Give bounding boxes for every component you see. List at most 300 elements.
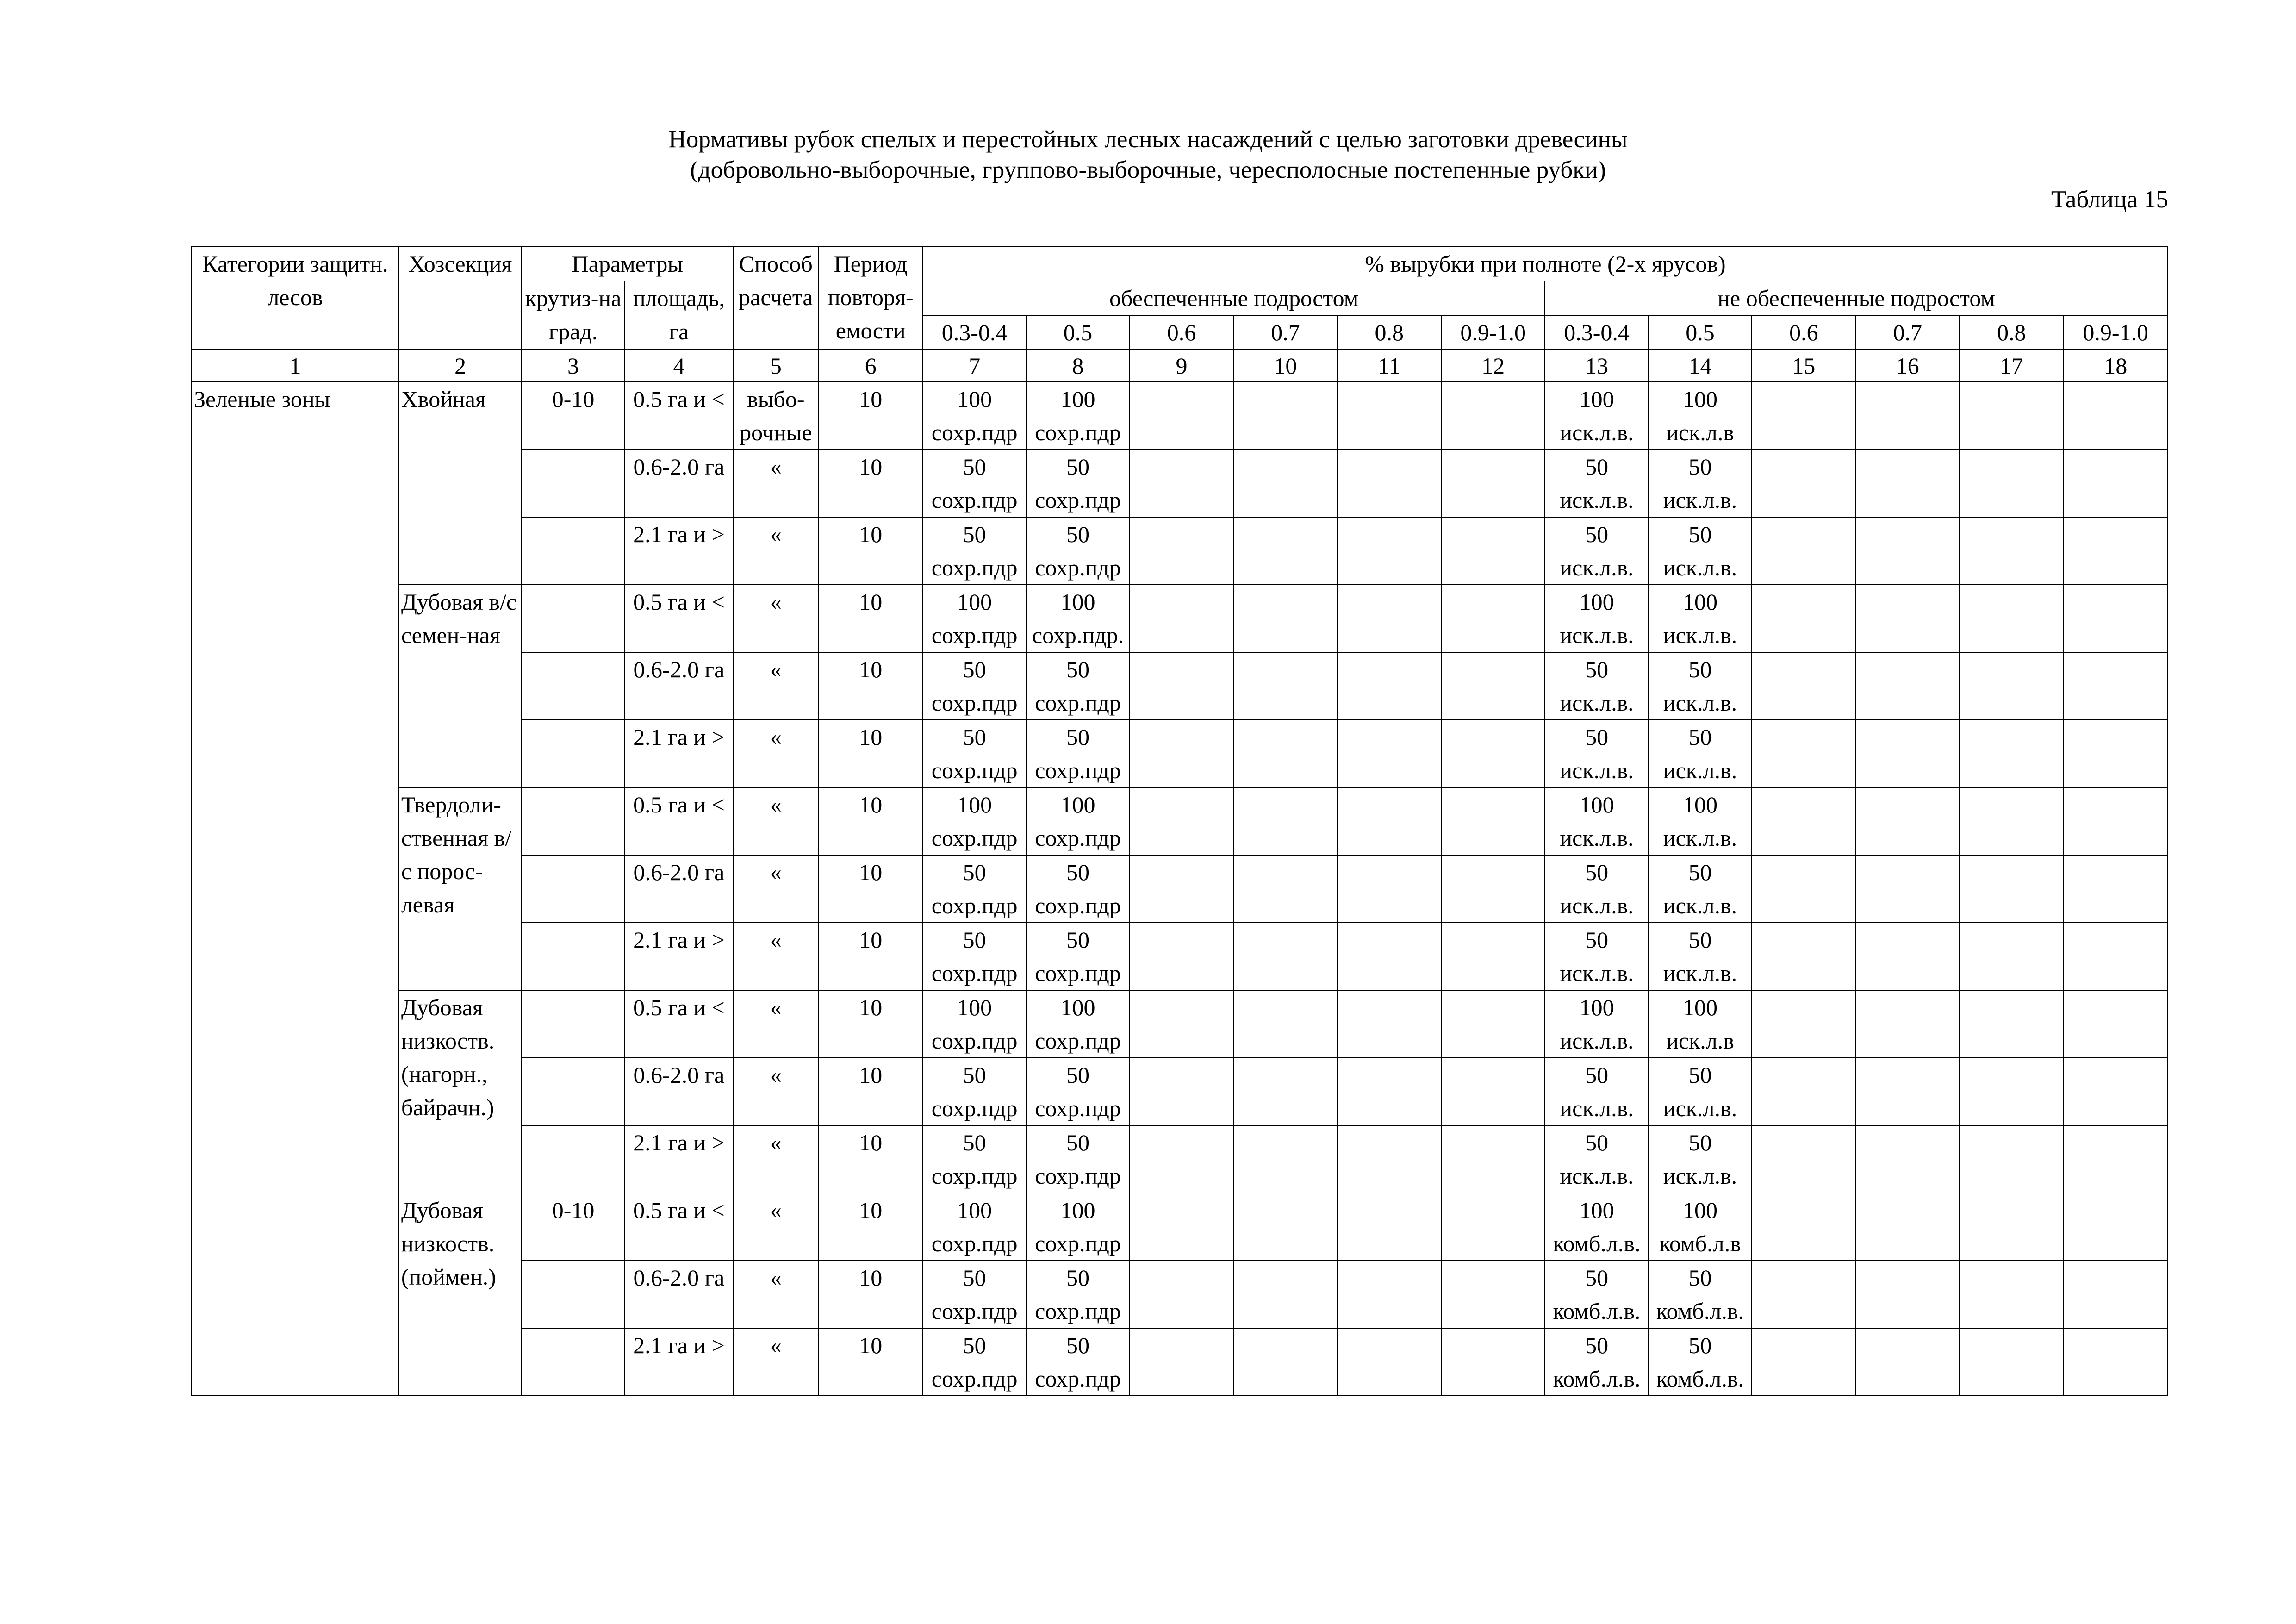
cell-col14 xyxy=(1649,990,1752,1058)
empty-cell xyxy=(1338,1328,1441,1396)
empty-cell xyxy=(1960,1261,2063,1328)
method-note: иск.л.в. xyxy=(1663,893,1737,918)
cell-col13 xyxy=(1545,382,1648,450)
method-note: комб.л.в. xyxy=(1656,1298,1744,1324)
area-cell: 0.5 га и < xyxy=(625,1193,733,1261)
slope-cell xyxy=(522,1328,624,1396)
empty-cell xyxy=(2063,517,2168,585)
empty-cell xyxy=(1960,652,2063,720)
percent-value: 50 xyxy=(1585,927,1609,953)
header-density-12: 0.9-1.0 xyxy=(2063,315,2168,350)
method-cell: « xyxy=(733,720,818,787)
percent-value: 50 xyxy=(1066,927,1090,953)
method-note: сохр.пдр xyxy=(931,1028,1018,1054)
cell-col14 xyxy=(1649,1125,1752,1193)
column-number: 8 xyxy=(1026,350,1129,382)
table-row xyxy=(192,990,2168,1058)
cell-col7 xyxy=(923,517,1026,585)
empty-cell xyxy=(1441,1193,1545,1261)
cell-col8 xyxy=(1026,720,1129,787)
percent-value: 50 xyxy=(1585,454,1609,480)
empty-cell xyxy=(1856,720,1960,787)
table-row xyxy=(192,585,2168,652)
method-note: комб.л.в. xyxy=(1553,1230,1641,1256)
header-density-4: 0.7 xyxy=(1233,315,1337,350)
period-cell: 10 xyxy=(819,1328,923,1396)
method-note: комб.л.в xyxy=(1659,1230,1741,1256)
cell-col8 xyxy=(1026,923,1129,990)
cell-col7 xyxy=(923,382,1026,450)
period-cell: 10 xyxy=(819,1058,923,1125)
percent-value: 100 xyxy=(1060,386,1095,412)
section-cell: Хвойная xyxy=(399,382,522,585)
method-note: сохр.пдр. xyxy=(1032,622,1124,648)
cell-col8 xyxy=(1026,1058,1129,1125)
percent-value: 50 xyxy=(1585,1130,1609,1156)
slope-cell xyxy=(522,990,624,1058)
empty-cell xyxy=(1338,923,1441,990)
column-number: 5 xyxy=(733,350,818,382)
area-cell: 0.5 га и < xyxy=(625,990,733,1058)
empty-cell xyxy=(1233,517,1337,585)
cell-col13 xyxy=(1545,923,1648,990)
slope-cell xyxy=(522,720,624,787)
slope-cell: 0-10 xyxy=(522,1193,624,1261)
period-cell: 10 xyxy=(819,720,923,787)
percent-value: 100 xyxy=(957,386,992,412)
percent-value: 100 xyxy=(1060,1197,1095,1223)
empty-cell xyxy=(1441,382,1545,450)
cell-col14 xyxy=(1649,585,1752,652)
empty-cell xyxy=(1856,1058,1960,1125)
method-note: иск.л.в. xyxy=(1663,555,1737,581)
empty-cell xyxy=(1233,720,1337,787)
cell-col13 xyxy=(1545,1125,1648,1193)
cell-col13 xyxy=(1545,1328,1648,1396)
percent-value: 50 xyxy=(963,927,986,953)
empty-cell xyxy=(1233,1125,1337,1193)
method-note: иск.л.в. xyxy=(1663,622,1737,648)
header-params: Параметры xyxy=(522,247,733,281)
empty-cell xyxy=(1441,1125,1545,1193)
empty-cell xyxy=(1233,450,1337,517)
slope-cell xyxy=(522,1261,624,1328)
percent-value: 100 xyxy=(1682,386,1717,412)
method-note: сохр.пдр xyxy=(931,555,1018,581)
empty-cell xyxy=(1233,1058,1337,1125)
method-note: сохр.пдр xyxy=(931,1163,1018,1189)
area-cell: 0.6-2.0 га xyxy=(625,652,733,720)
cell-col14 xyxy=(1649,382,1752,450)
percent-value: 50 xyxy=(1688,927,1712,953)
cell-col8 xyxy=(1026,517,1129,585)
cell-col7 xyxy=(923,720,1026,787)
slope-cell xyxy=(522,517,624,585)
empty-cell xyxy=(1130,1058,1233,1125)
empty-cell xyxy=(1752,1058,1855,1125)
area-cell: 0.5 га и < xyxy=(625,585,733,652)
percent-value: 100 xyxy=(957,1197,992,1223)
method-note: комб.л.в. xyxy=(1656,1366,1744,1392)
method-cell: « xyxy=(733,450,818,517)
percent-value: 50 xyxy=(1688,859,1712,885)
percent-value: 100 xyxy=(1682,1197,1717,1223)
cell-col13 xyxy=(1545,517,1648,585)
area-cell: 0.5 га и < xyxy=(625,382,733,450)
cell-col7 xyxy=(923,1058,1026,1125)
empty-cell xyxy=(1441,1058,1545,1125)
cell-col14 xyxy=(1649,1328,1752,1396)
empty-cell xyxy=(2063,923,2168,990)
method-note: сохр.пдр xyxy=(1035,757,1121,783)
empty-cell xyxy=(2063,787,2168,855)
percent-value: 100 xyxy=(1682,589,1717,615)
period-cell: 10 xyxy=(819,382,923,450)
empty-cell xyxy=(1752,855,1855,923)
empty-cell xyxy=(1856,652,1960,720)
empty-cell xyxy=(1960,1125,2063,1193)
percent-value: 50 xyxy=(963,724,986,750)
empty-cell xyxy=(1233,855,1337,923)
column-number: 1 xyxy=(192,350,399,382)
method-cell: « xyxy=(733,1261,818,1328)
period-cell: 10 xyxy=(819,855,923,923)
column-number: 4 xyxy=(625,350,733,382)
percent-value: 50 xyxy=(963,656,986,682)
empty-cell xyxy=(1960,1328,2063,1396)
empty-cell xyxy=(1960,855,2063,923)
cell-col7 xyxy=(923,787,1026,855)
method-cell: « xyxy=(733,517,818,585)
method-note: сохр.пдр xyxy=(1035,690,1121,716)
method-note: сохр.пдр xyxy=(1035,960,1121,986)
empty-cell xyxy=(1130,1328,1233,1396)
cell-col8 xyxy=(1026,382,1129,450)
cell-col7 xyxy=(923,1261,1026,1328)
table-row xyxy=(192,1193,2168,1261)
period-cell: 10 xyxy=(819,450,923,517)
empty-cell xyxy=(1752,450,1855,517)
percent-value: 50 xyxy=(1688,724,1712,750)
empty-cell xyxy=(1233,1328,1337,1396)
cell-col14 xyxy=(1649,720,1752,787)
percent-value: 50 xyxy=(1585,1062,1609,1088)
cell-col13 xyxy=(1545,450,1648,517)
percent-value: 50 xyxy=(1688,1265,1712,1291)
method-cell: « xyxy=(733,787,818,855)
table-number: Таблица 15 xyxy=(2051,186,2168,213)
empty-cell xyxy=(1856,1125,1960,1193)
header-cut-percent: % вырубки при полноте (2-х ярусов) xyxy=(923,247,2168,281)
empty-cell xyxy=(1130,855,1233,923)
header-area: площадь, га xyxy=(625,281,733,350)
empty-cell xyxy=(1752,517,1855,585)
section-cell: Дубовая низкоств. (поймен.) xyxy=(399,1193,522,1396)
header-section: Хозсекция xyxy=(399,247,522,350)
percent-value: 50 xyxy=(1066,724,1090,750)
cell-col7 xyxy=(923,652,1026,720)
slope-cell xyxy=(522,1125,624,1193)
percent-value: 50 xyxy=(1688,656,1712,682)
empty-cell xyxy=(1960,787,2063,855)
empty-cell xyxy=(1960,720,2063,787)
period-cell: 10 xyxy=(819,1261,923,1328)
percent-value: 100 xyxy=(1060,792,1095,818)
empty-cell xyxy=(1130,585,1233,652)
method-note: сохр.пдр xyxy=(931,1095,1018,1121)
method-cell: « xyxy=(733,585,818,652)
percent-value: 100 xyxy=(1579,792,1614,818)
percent-value: 50 xyxy=(1585,656,1609,682)
area-cell: 0.6-2.0 га xyxy=(625,1058,733,1125)
method-cell: « xyxy=(733,1058,818,1125)
header-with-undergrowth: обеспеченные подростом xyxy=(923,281,1545,315)
method-note: иск.л.в. xyxy=(1663,825,1737,851)
cell-col7 xyxy=(923,1328,1026,1396)
percent-value: 50 xyxy=(1066,1332,1090,1358)
method-note: иск.л.в. xyxy=(1560,419,1634,445)
empty-cell xyxy=(1233,1261,1337,1328)
percent-value: 50 xyxy=(1066,1062,1090,1088)
empty-cell xyxy=(2063,1125,2168,1193)
slope-cell xyxy=(522,450,624,517)
column-number: 14 xyxy=(1649,350,1752,382)
percent-value: 50 xyxy=(963,454,986,480)
empty-cell xyxy=(1233,382,1337,450)
empty-cell xyxy=(1960,923,2063,990)
method-note: иск.л.в. xyxy=(1663,1163,1737,1189)
column-number: 7 xyxy=(923,350,1026,382)
percent-value: 50 xyxy=(1585,1265,1609,1291)
percent-value: 50 xyxy=(1066,1265,1090,1291)
empty-cell xyxy=(1233,923,1337,990)
slope-cell xyxy=(522,787,624,855)
column-number: 12 xyxy=(1441,350,1545,382)
empty-cell xyxy=(1856,1328,1960,1396)
empty-cell xyxy=(1856,517,1960,585)
empty-cell xyxy=(1338,585,1441,652)
cell-col7 xyxy=(923,923,1026,990)
cell-col13 xyxy=(1545,720,1648,787)
empty-cell xyxy=(1441,855,1545,923)
empty-cell xyxy=(1960,450,2063,517)
percent-value: 50 xyxy=(1066,454,1090,480)
category-cell: Зеленые зоны xyxy=(192,382,399,1396)
empty-cell xyxy=(1960,517,2063,585)
area-cell: 2.1 га и > xyxy=(625,1328,733,1396)
document-title xyxy=(0,124,2296,185)
empty-cell xyxy=(1441,517,1545,585)
percent-value: 50 xyxy=(1066,521,1090,547)
header-density-9: 0.6 xyxy=(1752,315,1855,350)
method-cell: « xyxy=(733,1193,818,1261)
empty-cell xyxy=(1752,787,1855,855)
period-cell: 10 xyxy=(819,585,923,652)
percent-value: 50 xyxy=(963,1332,986,1358)
empty-cell xyxy=(1856,787,1960,855)
header-period: Период повторя-емости xyxy=(819,247,923,350)
method-note: иск.л.в. xyxy=(1663,1095,1737,1121)
empty-cell xyxy=(1960,585,2063,652)
empty-cell xyxy=(1856,450,1960,517)
method-note: сохр.пдр xyxy=(931,487,1018,513)
method-cell: « xyxy=(733,1328,818,1396)
empty-cell xyxy=(1338,1193,1441,1261)
method-note: сохр.пдр xyxy=(931,1298,1018,1324)
cell-col13 xyxy=(1545,1193,1648,1261)
method-note: сохр.пдр xyxy=(931,960,1018,986)
empty-cell xyxy=(1338,1058,1441,1125)
method-cell: « xyxy=(733,1125,818,1193)
empty-cell xyxy=(1752,585,1855,652)
empty-cell xyxy=(1233,652,1337,720)
period-cell: 10 xyxy=(819,1125,923,1193)
empty-cell xyxy=(1752,382,1855,450)
empty-cell xyxy=(1960,990,2063,1058)
method-cell: « xyxy=(733,652,818,720)
period-cell: 10 xyxy=(819,923,923,990)
period-cell: 10 xyxy=(819,652,923,720)
empty-cell xyxy=(1338,652,1441,720)
cell-col8 xyxy=(1026,1193,1129,1261)
area-cell: 2.1 га и > xyxy=(625,720,733,787)
cell-col14 xyxy=(1649,787,1752,855)
percent-value: 100 xyxy=(1682,792,1717,818)
empty-cell xyxy=(1441,720,1545,787)
period-cell: 10 xyxy=(819,990,923,1058)
method-note: иск.л.в. xyxy=(1663,690,1737,716)
percent-value: 100 xyxy=(1579,386,1614,412)
slope-cell xyxy=(522,855,624,923)
percent-value: 50 xyxy=(1688,1062,1712,1088)
method-note: иск.л.в. xyxy=(1560,1095,1634,1121)
cell-col14 xyxy=(1649,1261,1752,1328)
empty-cell xyxy=(1130,652,1233,720)
method-cell: « xyxy=(733,990,818,1058)
method-note: иск.л.в. xyxy=(1560,1163,1634,1189)
cell-col8 xyxy=(1026,1125,1129,1193)
column-number: 17 xyxy=(1960,350,2063,382)
header-density-10: 0.7 xyxy=(1856,315,1960,350)
percent-value: 100 xyxy=(1060,994,1095,1020)
cell-col7 xyxy=(923,1125,1026,1193)
cell-col8 xyxy=(1026,1328,1129,1396)
method-note: сохр.пдр xyxy=(1035,893,1121,918)
empty-cell xyxy=(1856,585,1960,652)
cell-col7 xyxy=(923,585,1026,652)
cell-col13 xyxy=(1545,990,1648,1058)
slope-cell: 0-10 xyxy=(522,382,624,450)
percent-value: 50 xyxy=(963,1130,986,1156)
empty-cell xyxy=(1441,585,1545,652)
cell-col7 xyxy=(923,990,1026,1058)
empty-cell xyxy=(1960,1193,2063,1261)
method-note: сохр.пдр xyxy=(1035,1298,1121,1324)
empty-cell xyxy=(1233,990,1337,1058)
empty-cell xyxy=(1856,923,1960,990)
method-note: иск.л.в. xyxy=(1560,757,1634,783)
column-number: 6 xyxy=(819,350,923,382)
empty-cell xyxy=(1130,450,1233,517)
empty-cell xyxy=(1856,1193,1960,1261)
empty-cell xyxy=(1752,1328,1855,1396)
empty-cell xyxy=(1960,382,2063,450)
method-note: комб.л.в. xyxy=(1553,1298,1641,1324)
area-cell: 0.6-2.0 га xyxy=(625,855,733,923)
column-number: 15 xyxy=(1752,350,1855,382)
column-number: 16 xyxy=(1856,350,1960,382)
empty-cell xyxy=(2063,855,2168,923)
slope-cell xyxy=(522,923,624,990)
empty-cell xyxy=(1233,585,1337,652)
empty-cell xyxy=(1856,382,1960,450)
empty-cell xyxy=(1130,1193,1233,1261)
period-cell: 10 xyxy=(819,517,923,585)
cell-col8 xyxy=(1026,450,1129,517)
empty-cell xyxy=(1130,923,1233,990)
empty-cell xyxy=(1752,720,1855,787)
title-line-1: Нормативы рубок спелых и перестойных лесных насаждений с целью заготовки древесины xyxy=(668,126,1628,153)
method-note: сохр.пдр xyxy=(931,690,1018,716)
empty-cell xyxy=(1130,517,1233,585)
header-density-7: 0.3-0.4 xyxy=(1545,315,1648,350)
empty-cell xyxy=(1338,517,1441,585)
method-note: сохр.пдр xyxy=(1035,419,1121,445)
method-cell: « xyxy=(733,855,818,923)
percent-value: 50 xyxy=(1688,521,1712,547)
method-note: иск.л.в. xyxy=(1560,893,1634,918)
header-density-6: 0.9-1.0 xyxy=(1441,315,1545,350)
method-note: сохр.пдр xyxy=(1035,1163,1121,1189)
empty-cell xyxy=(1233,1193,1337,1261)
percent-value: 50 xyxy=(1585,1332,1609,1358)
percent-value: 50 xyxy=(963,521,986,547)
area-cell: 2.1 га и > xyxy=(625,517,733,585)
empty-cell xyxy=(1752,990,1855,1058)
empty-cell xyxy=(1752,1193,1855,1261)
slope-cell xyxy=(522,585,624,652)
method-note: иск.л.в xyxy=(1666,419,1734,445)
column-number-row xyxy=(192,350,2168,382)
cell-col8 xyxy=(1026,787,1129,855)
empty-cell xyxy=(1441,450,1545,517)
empty-cell xyxy=(1856,990,1960,1058)
method-note: иск.л.в. xyxy=(1560,487,1634,513)
area-cell: 0.5 га и < xyxy=(625,787,733,855)
empty-cell xyxy=(1856,855,1960,923)
method-note: сохр.пдр xyxy=(1035,1366,1121,1392)
header-density-1: 0.3-0.4 xyxy=(923,315,1026,350)
empty-cell xyxy=(2063,1193,2168,1261)
method-note: сохр.пдр xyxy=(1035,555,1121,581)
table-row xyxy=(192,382,2168,450)
header-density-2: 0.5 xyxy=(1026,315,1129,350)
header-density-8: 0.5 xyxy=(1649,315,1752,350)
section-cell: Твердоли-ственная в/с порос-левая xyxy=(399,787,522,990)
empty-cell xyxy=(1338,1261,1441,1328)
section-cell: Дубовая низкоств. (нагорн., байрачн.) xyxy=(399,990,522,1193)
empty-cell xyxy=(1441,923,1545,990)
cell-col7 xyxy=(923,1193,1026,1261)
percent-value: 100 xyxy=(957,792,992,818)
column-number: 18 xyxy=(2063,350,2168,382)
method-note: сохр.пдр xyxy=(931,825,1018,851)
empty-cell xyxy=(1960,1058,2063,1125)
method-note: сохр.пдр xyxy=(931,1366,1018,1392)
empty-cell xyxy=(1752,652,1855,720)
method-note: сохр.пдр xyxy=(931,757,1018,783)
empty-cell xyxy=(1130,990,1233,1058)
